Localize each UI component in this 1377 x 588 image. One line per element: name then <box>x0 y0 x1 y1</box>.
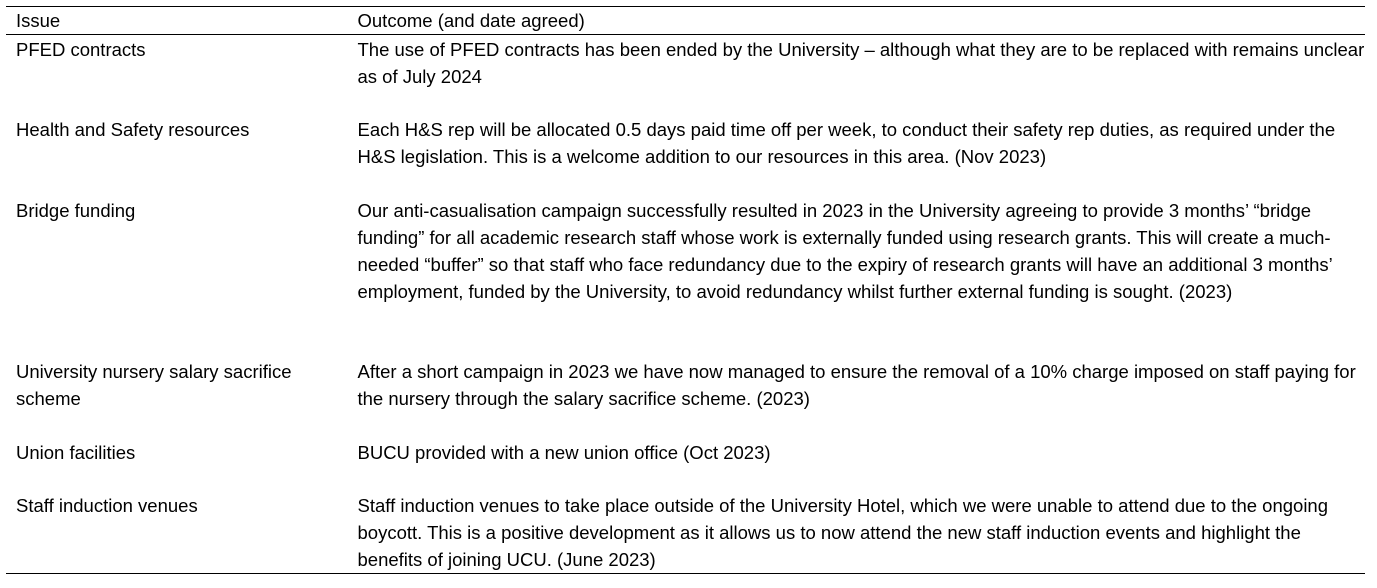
issue-column-header: Issue <box>16 10 61 31</box>
outcome-cell: The use of PFED contracts has been ended by the University – although what they are to be replaced with remains unclear as of July 2024 <box>357 39 1365 87</box>
outcome-column-header: Outcome (and date agreed) <box>357 10 585 31</box>
issue-cell: Union facilities <box>16 442 136 463</box>
issue-cell: University nursery salary sacrifice scheme <box>16 361 292 409</box>
issue-cell: Bridge funding <box>16 200 136 221</box>
outcome-cell: BUCU provided with a new union office (Oct 2023) <box>357 442 771 463</box>
issue-cell: Health and Safety resources <box>16 119 250 140</box>
table-row <box>6 492 1365 574</box>
table-row <box>6 116 1365 197</box>
table-header-row <box>6 7 1365 35</box>
outcome-cell: Each H&S rep will be allocated 0.5 days paid time off per week, to conduct their safety rep duties, as required under the H&S legislation. This is a welcome addition to our resources in this area. (Nov 2023) <box>357 119 1336 167</box>
table-row <box>6 197 1365 358</box>
issue-cell: PFED contracts <box>16 39 146 60</box>
table-row <box>6 439 1365 492</box>
table-row <box>6 358 1365 439</box>
outcomes-table <box>6 6 1365 574</box>
issue-cell: Staff induction venues <box>16 495 198 516</box>
outcome-cell: After a short campaign in 2023 we have now managed to ensure the removal of a 10% charge imposed on staff paying for the nursery through the salary sacrifice scheme. (2023) <box>357 361 1356 409</box>
outcome-cell: Our anti-casualisation campaign successfully resulted in 2023 in the University agreeing to provide 3 months’ “bridge funding” for all academic research staff whose work is externally funded using research grants. This will create a much-needed “buffer” so that staff who face redundancy due to the expiry of research grants will have an additional 3 months’ employment, funded by the University, to avoid redundancy whilst further external funding is sought. (2023) <box>357 200 1333 302</box>
outcome-cell: Staff induction venues to take place outside of the University Hotel, which we were unable to attend due to the ongoing boycott. This is a positive development as it allows us to now attend the new staff induction events and highlight the benefits of joining UCU. (June 2023) <box>357 495 1329 570</box>
table-row <box>6 35 1365 117</box>
